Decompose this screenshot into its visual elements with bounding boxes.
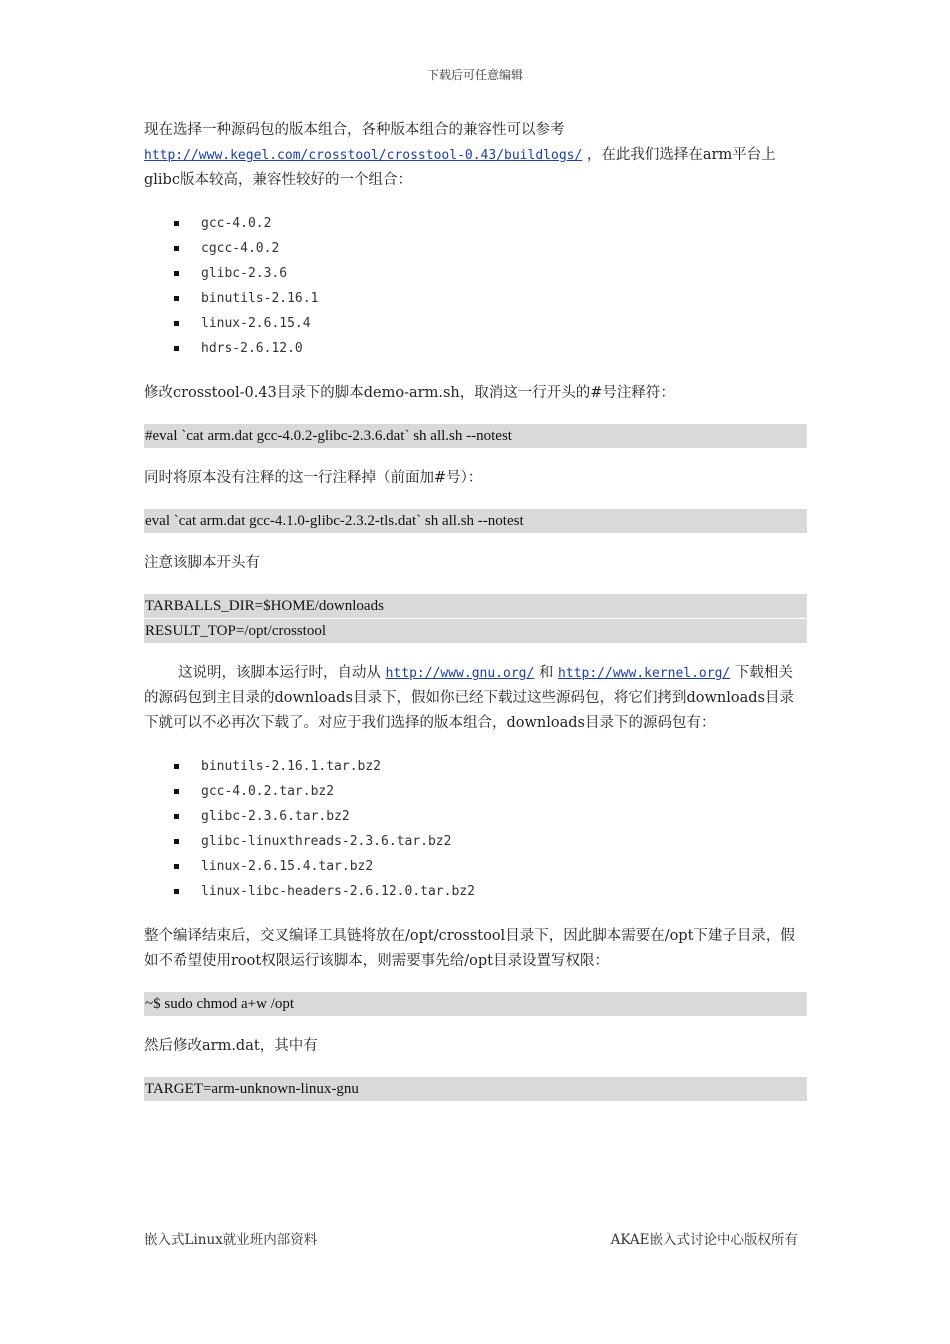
code-line-target: TARGET=arm-unknown-linux-gnu xyxy=(144,1077,807,1101)
code-line-comment: eval `cat arm.dat gcc-4.1.0-glibc-2.3.2-tls.dat` sh all.sh --notest xyxy=(144,509,807,533)
intro-text: 现在选择一种源码包的版本组合，各种版本组合的兼容性可以参考 xyxy=(144,122,565,138)
footer-left: 嵌入式Linux就业班内部资料 xyxy=(144,1232,318,1248)
bullet-icon xyxy=(174,764,179,769)
bullet-icon xyxy=(174,839,179,844)
kegel-buildlogs-link[interactable]: http://www.kegel.com/crosstool/crosstool-0.43/buildlogs/ xyxy=(144,148,583,163)
page-header: 下载后可任意编辑 xyxy=(426,68,523,82)
modify-script-paragraph: 修改crosstool-0.43目录下的脚本demo-arm.sh，取消这一行开头的#号注释符： xyxy=(144,385,675,401)
comment-out-paragraph: 同时将原本没有注释的这一行注释掉（前面加#号）： xyxy=(144,470,483,486)
list-item: binutils-2.16.1 xyxy=(144,286,807,311)
version-list xyxy=(144,211,807,361)
bullet-icon xyxy=(174,296,179,301)
intro-paragraph xyxy=(144,118,807,193)
list-item: linux-2.6.15.4.tar.bz2 xyxy=(144,854,807,879)
bullet-icon xyxy=(174,271,179,276)
bullet-icon xyxy=(174,321,179,326)
list-item: linux-libc-headers-2.6.12.0.tar.bz2 xyxy=(144,879,807,904)
list-item: cgcc-4.0.2 xyxy=(144,236,807,261)
bullet-icon xyxy=(174,864,179,869)
list-item: linux-2.6.15.4 xyxy=(144,311,807,336)
after-build-paragraph: 整个编译结束后，交叉编译工具链将放在/opt/crosstool目录下，因此脚本需要在/opt下建子目录，假如不希望使用root权限运行该脚本，则需要事先给/opt目录设置写权限： xyxy=(144,928,795,969)
kernel-link[interactable]: http://www.kernel.org/ xyxy=(558,666,731,681)
list-item: glibc-linuxthreads-2.3.6.tar.bz2 xyxy=(144,829,807,854)
document-body xyxy=(144,118,807,1101)
footer-right: AKAE嵌入式讨论中心版权所有 xyxy=(610,1232,798,1248)
note-paragraph: 注意该脚本开头有 xyxy=(144,555,260,571)
list-item: gcc-4.0.2.tar.bz2 xyxy=(144,779,807,804)
list-item: gcc-4.0.2 xyxy=(144,211,807,236)
list-item: hdrs-2.6.12.0 xyxy=(144,336,807,361)
code-line-chmod: ~$ sudo chmod a+w /opt xyxy=(144,992,807,1016)
code-line-uncomment: #eval `cat arm.dat gcc-4.0.2-glibc-2.3.6.dat` sh all.sh --notest xyxy=(144,424,807,448)
code-line-result-top: RESULT_TOP=/opt/crosstool xyxy=(144,619,807,643)
list-item: binutils-2.16.1.tar.bz2 xyxy=(144,754,807,779)
code-line-tarballs-dir: TARBALLS_DIR=$HOME/downloads xyxy=(144,594,807,618)
bullet-icon xyxy=(174,221,179,226)
list-item: glibc-2.3.6.tar.bz2 xyxy=(144,804,807,829)
bullet-icon xyxy=(174,789,179,794)
bullet-icon xyxy=(174,346,179,351)
explanation-paragraph: 这说明，该脚本运行时，自动从 http://www.gnu.org/ 和 http://www.kernel.org/ 下载相关的源码包到主目录的downloads目录下，假如你已经下载过这些源码包，将它们拷到downloads目录下就可以不必再次下载了。对应于我们选择的版本组合，downloads目录下的源码包有： xyxy=(144,665,794,731)
bullet-icon xyxy=(174,889,179,894)
modify-arm-paragraph: 然后修改arm.dat，其中有 xyxy=(144,1038,318,1054)
gnu-link[interactable]: http://www.gnu.org/ xyxy=(385,666,535,681)
bullet-icon xyxy=(174,814,179,819)
list-item: glibc-2.3.6 xyxy=(144,261,807,286)
package-list xyxy=(144,754,807,904)
intro-after-link: ，在此我们选择在arm平台上glibc版本较高，兼容性较好的一个组合： xyxy=(144,147,776,188)
bullet-icon xyxy=(174,246,179,251)
